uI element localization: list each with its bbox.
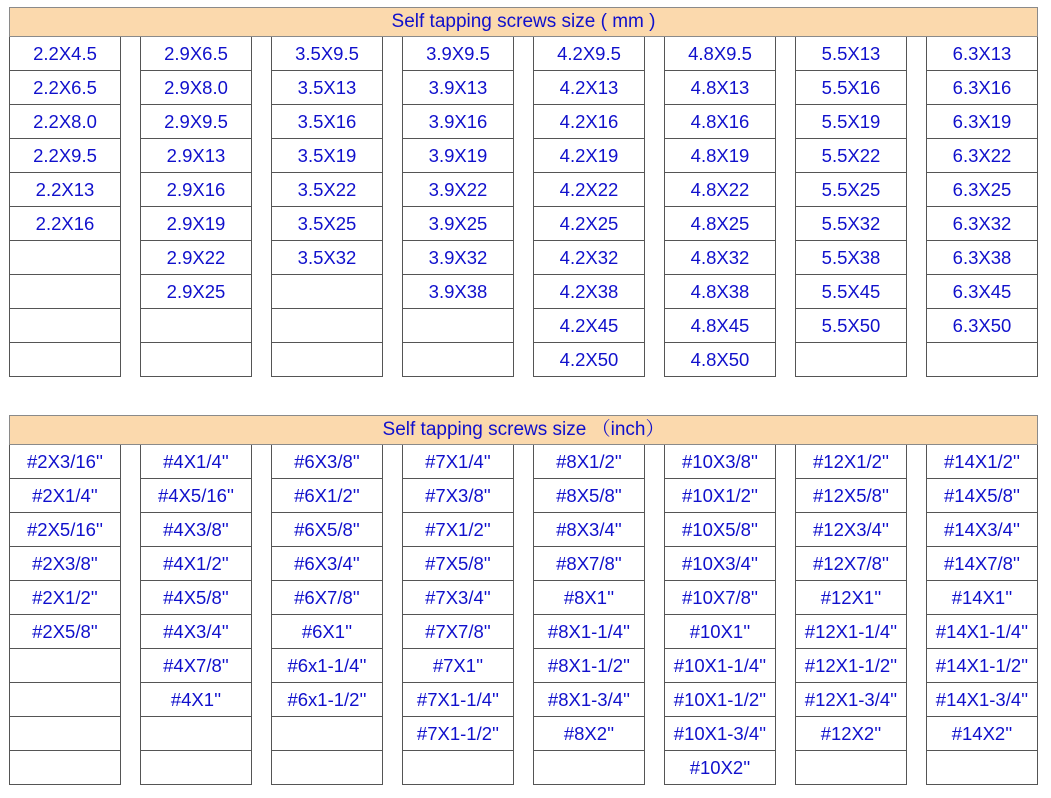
size-cell: 3.9X25 xyxy=(403,207,513,241)
size-cell: 4.8X50 xyxy=(665,343,775,377)
size-cell: 4.8X19 xyxy=(665,139,775,173)
size-cell: 3.9X19 xyxy=(403,139,513,173)
size-column xyxy=(140,445,252,785)
size-cell: 6.3X45 xyxy=(927,275,1037,309)
size-cell: #8X1/2'' xyxy=(534,445,644,479)
size-cell: #8X7/8'' xyxy=(534,547,644,581)
size-cell: 3.9X13 xyxy=(403,71,513,105)
size-cell: #7X7/8'' xyxy=(403,615,513,649)
size-cell: 2.9X25 xyxy=(141,275,251,309)
size-cell: #10X2'' xyxy=(665,751,775,785)
size-cell: #12X1-3/4'' xyxy=(796,683,906,717)
size-column xyxy=(402,37,514,377)
size-cell: #14X1-3/4'' xyxy=(927,683,1037,717)
size-cell: 3.9X38 xyxy=(403,275,513,309)
size-cell: 4.8X32 xyxy=(665,241,775,275)
size-cell: #12X1-1/4'' xyxy=(796,615,906,649)
size-cell xyxy=(403,751,513,785)
size-cell xyxy=(796,751,906,785)
size-cell: #7X1/2'' xyxy=(403,513,513,547)
size-cell: #10X7/8'' xyxy=(665,581,775,615)
size-cell: #4X5/8'' xyxy=(141,581,251,615)
size-cell: 4.2X9.5 xyxy=(534,37,644,71)
size-cell: 3.5X32 xyxy=(272,241,382,275)
size-cell: #8X1-1/2'' xyxy=(534,649,644,683)
size-cell: 4.2X50 xyxy=(534,343,644,377)
size-cell: #4X5/16'' xyxy=(141,479,251,513)
size-column xyxy=(926,37,1038,377)
size-cell: 2.9X13 xyxy=(141,139,251,173)
size-cell: #10X3/8'' xyxy=(665,445,775,479)
size-column xyxy=(533,37,645,377)
size-cell: #2X3/16'' xyxy=(10,445,120,479)
size-cell: #14X3/4'' xyxy=(927,513,1037,547)
size-cell: 5.5X19 xyxy=(796,105,906,139)
size-cell: #12X5/8'' xyxy=(796,479,906,513)
size-column xyxy=(795,37,907,377)
size-cell xyxy=(10,649,120,683)
size-cell: 4.2X38 xyxy=(534,275,644,309)
size-cell: #8X1-1/4'' xyxy=(534,615,644,649)
size-cell: #7X1-1/2'' xyxy=(403,717,513,751)
size-cell: #4X1'' xyxy=(141,683,251,717)
size-cell: 6.3X16 xyxy=(927,71,1037,105)
size-cell: 4.2X45 xyxy=(534,309,644,343)
size-cell: 3.5X22 xyxy=(272,173,382,207)
size-cell xyxy=(272,717,382,751)
size-cell: #8X3/4'' xyxy=(534,513,644,547)
size-cell: 3.9X22 xyxy=(403,173,513,207)
size-cell xyxy=(10,241,120,275)
size-cell: #6x1-1/2'' xyxy=(272,683,382,717)
size-cell: 5.5X25 xyxy=(796,173,906,207)
size-cell: 2.9X9.5 xyxy=(141,105,251,139)
size-cell xyxy=(272,343,382,377)
size-cell: #14X1-1/2'' xyxy=(927,649,1037,683)
size-cell: 2.2X9.5 xyxy=(10,139,120,173)
size-cell: #4X1/4'' xyxy=(141,445,251,479)
size-cell: 4.2X32 xyxy=(534,241,644,275)
size-cell xyxy=(10,717,120,751)
size-cell: 4.2X19 xyxy=(534,139,644,173)
size-cell: #14X1/2'' xyxy=(927,445,1037,479)
size-cell: #2X1/2'' xyxy=(10,581,120,615)
size-cell: 2.9X16 xyxy=(141,173,251,207)
size-cell: 2.2X13 xyxy=(10,173,120,207)
size-column xyxy=(795,445,907,785)
size-cell xyxy=(796,343,906,377)
size-cell: 2.2X4.5 xyxy=(10,37,120,71)
size-cell: #2X5/8'' xyxy=(10,615,120,649)
size-cell: #10X1-1/4'' xyxy=(665,649,775,683)
size-cell: 2.2X6.5 xyxy=(10,71,120,105)
size-cell: #12X7/8'' xyxy=(796,547,906,581)
size-cell: 3.5X13 xyxy=(272,71,382,105)
size-cell: 2.2X16 xyxy=(10,207,120,241)
size-column xyxy=(402,445,514,785)
size-cell: #12X3/4'' xyxy=(796,513,906,547)
size-cell: #10X1/2'' xyxy=(665,479,775,513)
size-cell: 3.5X19 xyxy=(272,139,382,173)
size-cell: #8X2'' xyxy=(534,717,644,751)
size-cell: 4.8X13 xyxy=(665,71,775,105)
size-cell: 2.9X19 xyxy=(141,207,251,241)
size-cell: 5.5X13 xyxy=(796,37,906,71)
size-cell: 4.8X16 xyxy=(665,105,775,139)
size-cell: 6.3X50 xyxy=(927,309,1037,343)
size-cell: #10X1-3/4'' xyxy=(665,717,775,751)
size-cell: #7X1-1/4'' xyxy=(403,683,513,717)
size-cell: #14X7/8'' xyxy=(927,547,1037,581)
size-cell: #6X7/8'' xyxy=(272,581,382,615)
size-cell: #14X5/8'' xyxy=(927,479,1037,513)
size-cell xyxy=(403,343,513,377)
size-cell: 6.3X38 xyxy=(927,241,1037,275)
size-cell: 4.2X25 xyxy=(534,207,644,241)
size-cell: 4.8X9.5 xyxy=(665,37,775,71)
size-cell: #6X1'' xyxy=(272,615,382,649)
size-cell: #6x1-1/4'' xyxy=(272,649,382,683)
size-cell: #6X3/8'' xyxy=(272,445,382,479)
size-cell: 4.8X38 xyxy=(665,275,775,309)
size-cell: #7X1/4'' xyxy=(403,445,513,479)
size-cell: 4.2X13 xyxy=(534,71,644,105)
size-cell: 5.5X32 xyxy=(796,207,906,241)
size-cell: #4X1/2'' xyxy=(141,547,251,581)
mm-table-title: Self tapping screws size ( mm ) xyxy=(9,7,1038,37)
size-cell: 2.2X8.0 xyxy=(10,105,120,139)
size-cell: #14X1-1/4'' xyxy=(927,615,1037,649)
size-cell: #8X1-3/4'' xyxy=(534,683,644,717)
size-cell xyxy=(534,751,644,785)
size-cell xyxy=(272,275,382,309)
size-cell: #7X5/8'' xyxy=(403,547,513,581)
size-cell xyxy=(10,309,120,343)
size-cell: 6.3X13 xyxy=(927,37,1037,71)
size-cell: 3.9X16 xyxy=(403,105,513,139)
size-cell xyxy=(141,751,251,785)
size-cell: 2.9X22 xyxy=(141,241,251,275)
size-cell xyxy=(141,343,251,377)
size-cell: 5.5X45 xyxy=(796,275,906,309)
size-cell: 2.9X8.0 xyxy=(141,71,251,105)
size-cell: 4.2X16 xyxy=(534,105,644,139)
size-cell: 5.5X22 xyxy=(796,139,906,173)
size-cell xyxy=(10,275,120,309)
size-cell: 5.5X50 xyxy=(796,309,906,343)
size-cell: 3.9X32 xyxy=(403,241,513,275)
size-cell xyxy=(10,343,120,377)
size-cell: #7X3/8'' xyxy=(403,479,513,513)
size-cell: #10X1'' xyxy=(665,615,775,649)
size-cell: #2X3/8'' xyxy=(10,547,120,581)
size-cell: 4.8X45 xyxy=(665,309,775,343)
size-cell: #12X2'' xyxy=(796,717,906,751)
size-column xyxy=(9,445,121,785)
size-column xyxy=(533,445,645,785)
size-cell: #10X3/4'' xyxy=(665,547,775,581)
size-cell xyxy=(10,751,120,785)
size-cell: 4.8X25 xyxy=(665,207,775,241)
size-cell: #6X1/2'' xyxy=(272,479,382,513)
size-cell: #6X3/4'' xyxy=(272,547,382,581)
size-column xyxy=(271,37,383,377)
size-cell: 6.3X32 xyxy=(927,207,1037,241)
size-cell: #2X5/16'' xyxy=(10,513,120,547)
size-cell: 4.2X22 xyxy=(534,173,644,207)
size-cell: #14X2'' xyxy=(927,717,1037,751)
size-column xyxy=(664,37,776,377)
size-cell xyxy=(141,309,251,343)
size-cell: #12X1-1/2'' xyxy=(796,649,906,683)
size-cell xyxy=(272,751,382,785)
size-cell: #7X1'' xyxy=(403,649,513,683)
size-column xyxy=(926,445,1038,785)
size-cell: #14X1'' xyxy=(927,581,1037,615)
size-column xyxy=(664,445,776,785)
size-cell: 3.5X9.5 xyxy=(272,37,382,71)
size-cell: 5.5X38 xyxy=(796,241,906,275)
size-cell: #4X3/4'' xyxy=(141,615,251,649)
size-cell: 6.3X22 xyxy=(927,139,1037,173)
size-column xyxy=(140,37,252,377)
size-cell: #4X3/8'' xyxy=(141,513,251,547)
size-cell xyxy=(403,309,513,343)
size-column xyxy=(271,445,383,785)
size-cell: #2X1/4'' xyxy=(10,479,120,513)
size-cell xyxy=(927,343,1037,377)
size-cell: 5.5X16 xyxy=(796,71,906,105)
size-cell: #10X5/8'' xyxy=(665,513,775,547)
size-cell: #4X7/8'' xyxy=(141,649,251,683)
size-cell: #8X5/8'' xyxy=(534,479,644,513)
size-cell: #6X5/8'' xyxy=(272,513,382,547)
size-cell: 6.3X25 xyxy=(927,173,1037,207)
size-cell: #8X1'' xyxy=(534,581,644,615)
size-cell: #12X1'' xyxy=(796,581,906,615)
size-cell: 3.5X16 xyxy=(272,105,382,139)
size-cell xyxy=(141,717,251,751)
size-cell: #7X3/4'' xyxy=(403,581,513,615)
size-cell: 3.9X9.5 xyxy=(403,37,513,71)
size-cell: 2.9X6.5 xyxy=(141,37,251,71)
size-cell: #10X1-1/2'' xyxy=(665,683,775,717)
size-cell xyxy=(927,751,1037,785)
size-column xyxy=(9,37,121,377)
size-cell: 3.5X25 xyxy=(272,207,382,241)
size-cell: #12X1/2'' xyxy=(796,445,906,479)
size-cell xyxy=(272,309,382,343)
inch-table-title: Self tapping screws size （inch） xyxy=(9,415,1038,445)
size-cell xyxy=(10,683,120,717)
size-cell: 6.3X19 xyxy=(927,105,1037,139)
size-cell: 4.8X22 xyxy=(665,173,775,207)
